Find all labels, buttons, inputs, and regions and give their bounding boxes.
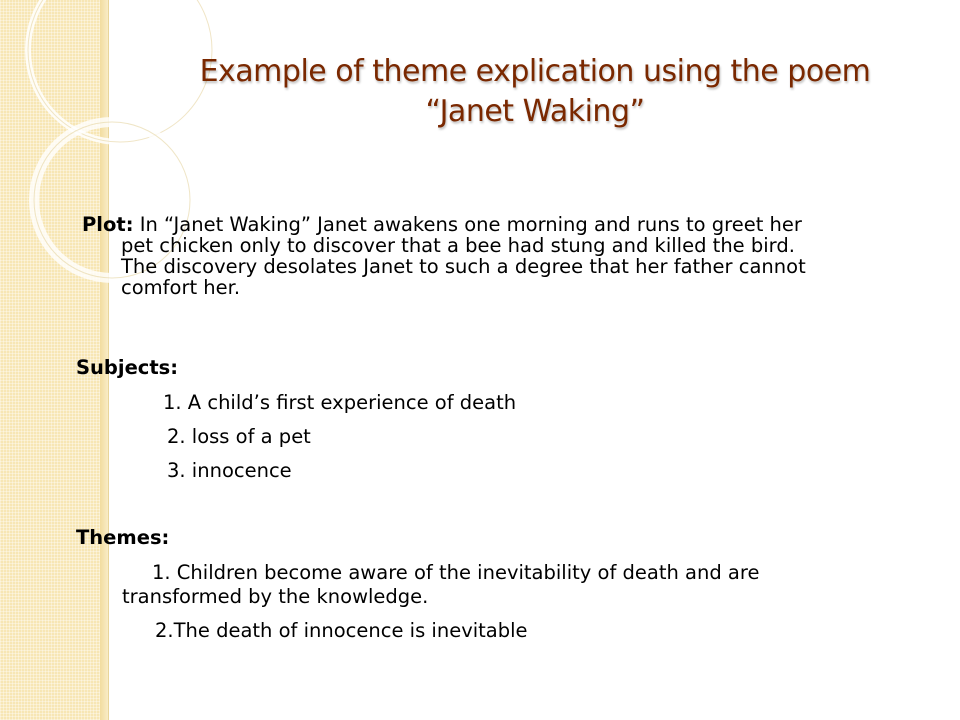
plot-line-2: pet chicken only to discover that a bee had stung and killed the bird.: [121, 234, 795, 257]
subject-item-3: 3. innocence: [167, 459, 292, 482]
plot-label: Plot:: [82, 213, 134, 236]
title-line-1: Example of theme explication using the poem: [199, 54, 871, 89]
plot-line-1: In “Janet Waking” Janet awakens one morning and runs to greet her: [133, 213, 802, 236]
subject-item-1: 1. A child’s first experience of death: [163, 391, 517, 414]
subjects-label: Subjects:: [76, 356, 179, 379]
page-title: [150, 52, 920, 132]
plot-line-3: The discovery desolates Janet to such a degree that her father cannot: [121, 255, 806, 278]
plot-line-4: comfort her.: [121, 276, 241, 299]
subject-item-2: 2. loss of a pet: [167, 425, 311, 448]
theme-item-1-line-2: transformed by the knowledge.: [122, 585, 429, 608]
theme-item-2: 2.The death of innocence is inevitable: [155, 619, 528, 642]
title-line-2: “Janet Waking”: [425, 94, 645, 129]
theme-item-1-line-1: 1. Children become aware of the inevitability of death and are: [152, 561, 760, 584]
themes-label: Themes:: [76, 526, 170, 549]
plot-paragraph: [82, 214, 882, 298]
